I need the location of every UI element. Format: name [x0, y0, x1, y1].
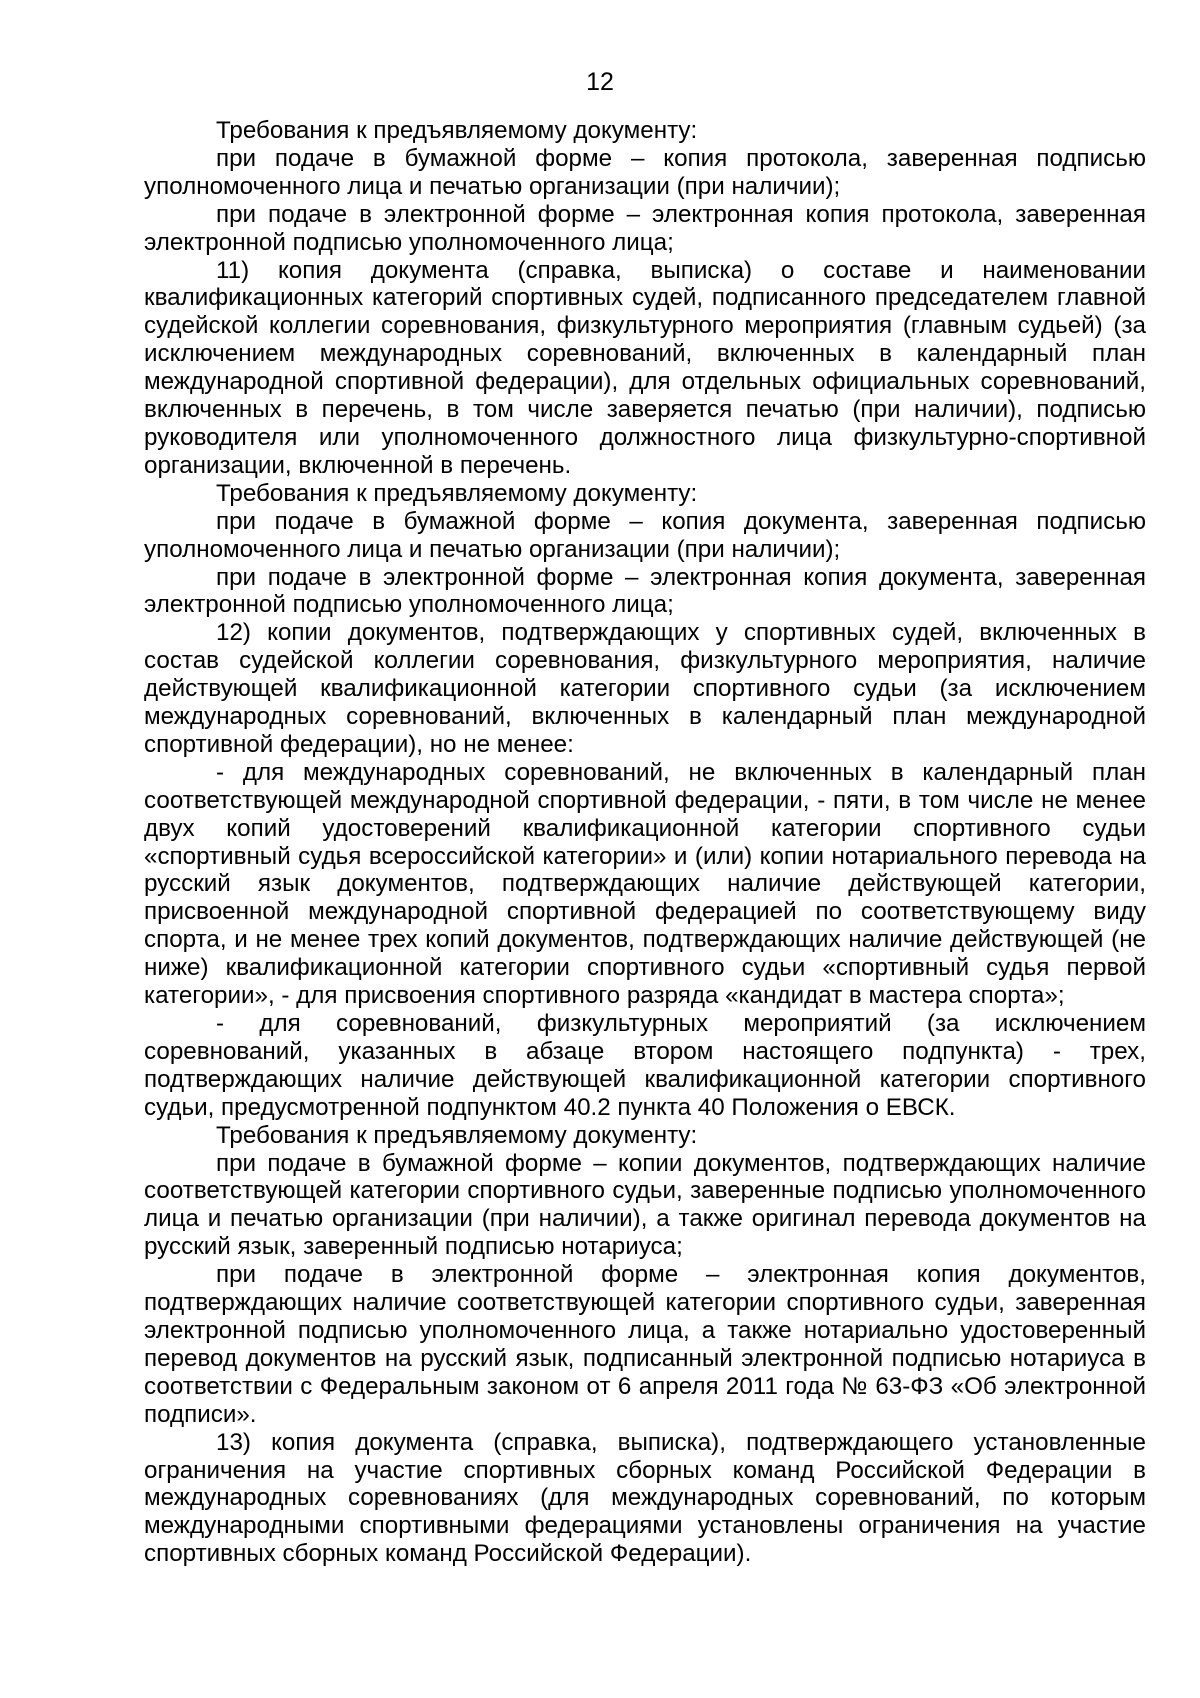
document-body: [144, 117, 1146, 1568]
paragraph: при подаче в электронной форме – электронная копия документов, подтверждающих наличие соответствующей категории спортивного судьи, заверенная электронной подписью уполномоченного лица, а также нотариально удостоверенный перевод документов на русский язык, подписанный электронной подписью нотариуса в соответствии с Федеральным законом от 6 апреля 2011 года № 63-ФЗ «Об электронной подписи».: [144, 1261, 1146, 1428]
page-number: 12: [586, 68, 614, 96]
paragraph: 13) копия документа (справка, выписка), подтверждающего установленные ограничения на участие спортивных сборных команд Российской Федерации в международных соревнованиях (для международных соревнований, по которым международными спортивными федерациями установлены ограничения на участие спортивных сборных команд Российской Федерации).: [144, 1428, 1146, 1568]
paragraph: при подаче в электронной форме – электронная копия документа, заверенная электронной подписью уполномоченного лица;: [144, 563, 1146, 619]
paragraph: 11) копия документа (справка, выписка) о составе и наименовании квалификационных категорий спортивных судей, подписанного председателем главной судейской коллегии соревнования, физкультурного мероприятия (главным судьей) (за исключением международных соревнований, включенных в календарный план международной спортивной федерации), для отдельных официальных соревнований, включенных в перечень, в том числе заверяется печатью (при наличии), подписью руководителя или уполномоченного должностного лица физкультурно-спортивной организации, включенной в перечень.: [144, 256, 1146, 479]
paragraph: при подаче в электронной форме – электронная копия протокола, заверенная электронной подписью уполномоченного лица;: [144, 200, 1146, 256]
paragraph: - для соревнований, физкультурных мероприятий (за исключением соревнований, указанных в абзаце втором настоящего подпункта) - трех, подтверждающих наличие действующей квалификационной категории спортивного судьи, предусмотренной подпунктом 40.2 пункта 40 Положения о ЕВСК.: [144, 1010, 1146, 1121]
paragraph: Требования к предъявляемому документу:: [216, 1121, 698, 1149]
paragraph: при подаче в бумажной форме – копия документа, заверенная подписью уполномоченного лица и печатью организации (при наличии);: [144, 507, 1146, 563]
paragraph: - для международных соревнований, не включенных в календарный план соответствующей международной спортивной федерации, - пяти, в том числе не менее двух копий удостоверений квалификационной категории спортивного судьи «спортивный судья всероссийской категории» и (или) копии нотариального перевода на русский язык документов, подтверждающих наличие действующей категории, присвоенной международной спортивной федерацией по соответствующему виду спорта, и не менее трех копий документов, подтверждающих наличие действующей (не ниже) квалификационной категории спортивного судьи «спортивный судья первой категории», - для присвоения спортивного разряда «кандидат в мастера спорта»;: [144, 758, 1146, 1010]
paragraph: Требования к предъявляемому документу:: [216, 479, 698, 507]
paragraph: при подаче в бумажной форме – копия протокола, заверенная подписью уполномоченного лица и печатью организации (при наличии);: [144, 144, 1146, 200]
paragraph: при подаче в бумажной форме – копии документов, подтверждающих наличие соответствующей категории спортивного судьи, заверенные подписью уполномоченного лица и печатью организации (при наличии), а также оригинал перевода документов на русский язык, заверенный подписью нотариуса;: [144, 1149, 1146, 1261]
paragraph: Требования к предъявляемому документу:: [216, 117, 698, 144]
paragraph: 12) копии документов, подтверждающих у спортивных судей, включенных в состав судейской коллегии соревнования, физкультурного мероприятия, наличие действующей квалификационной категории спортивного судьи (за исключением международных соревнований, включенных в календарный план международной спортивной федерации), но не менее:: [144, 619, 1146, 758]
